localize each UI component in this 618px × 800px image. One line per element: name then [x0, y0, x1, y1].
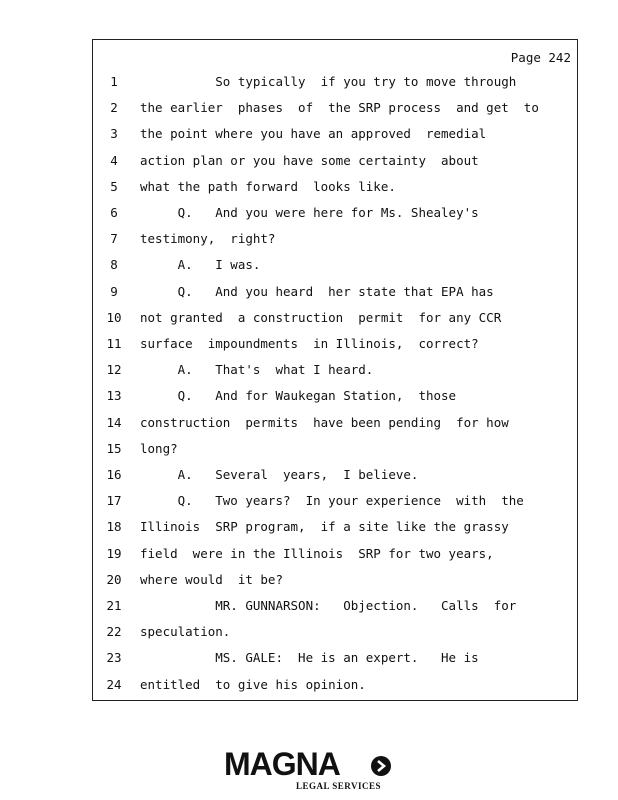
line-text: entitled to give his opinion.: [140, 676, 366, 692]
line-number: 4: [110, 152, 118, 168]
line-text: action plan or you have some certainty about: [140, 152, 479, 168]
line-text: So typically if you try to move through: [140, 74, 517, 89]
transcript-line: [93, 284, 579, 304]
line-text: MS. GALE: He is an expert. He is: [140, 650, 479, 666]
transcript-line: [93, 624, 579, 644]
logo-tagline: LEGAL SERVICES: [296, 781, 381, 791]
line-number: 3: [110, 126, 118, 142]
line-number: 24: [106, 676, 122, 692]
line-text: A. Several years, I believe.: [140, 467, 419, 482]
transcript-line: [93, 336, 579, 356]
transcript-line: [93, 153, 579, 173]
transcript-line: [93, 598, 579, 618]
transcript-page: [92, 39, 578, 701]
line-number: 13: [106, 388, 122, 404]
arrow-right-circle-icon: [370, 755, 392, 777]
transcript-line: [93, 310, 579, 330]
line-text: Q. And you heard her state that EPA has: [140, 283, 494, 299]
line-text: A. That's what I heard.: [140, 362, 374, 378]
line-number: 19: [106, 545, 122, 561]
transcript-line: [93, 388, 579, 408]
line-text: what the path forward looks like.: [140, 178, 396, 194]
line-text: the earlier phases of the SRP process and get to: [140, 100, 539, 116]
line-text: surface impoundments in Illinois, correct?: [140, 336, 479, 351]
line-number: 9: [110, 283, 118, 299]
transcript-line: [93, 572, 579, 592]
line-number: 2: [110, 100, 118, 116]
line-text: A. I was.: [140, 257, 261, 273]
magna-logo: [224, 748, 396, 794]
line-number: 12: [106, 362, 122, 378]
transcript-line: [93, 677, 579, 697]
line-number: 18: [106, 519, 122, 535]
transcript-line: [93, 493, 579, 513]
line-text: speculation.: [140, 624, 231, 640]
line-number: 6: [110, 205, 118, 220]
line-number: 8: [110, 257, 118, 273]
transcript-line: [93, 100, 579, 120]
transcript-line: [93, 362, 579, 382]
transcript-line: [93, 126, 579, 146]
transcript-line: [93, 231, 579, 251]
line-text: not granted a construction permit for any CCR: [140, 309, 502, 325]
line-text: field were in the Illinois SRP for two years,: [140, 545, 494, 561]
line-text: long?: [140, 440, 178, 456]
line-number: 7: [110, 231, 118, 247]
line-number: 17: [106, 493, 122, 509]
line-text: the point where you have an approved remedial: [140, 126, 487, 142]
line-number: 23: [106, 650, 122, 666]
line-number: 15: [106, 440, 122, 456]
line-text: Q. And for Waukegan Station, those: [140, 388, 457, 404]
line-text: MR. GUNNARSON: Objection. Calls for: [140, 598, 517, 613]
transcript-line: [93, 257, 579, 277]
line-text: Q. Two years? In your experience with the: [140, 493, 524, 509]
line-number: 21: [106, 598, 122, 613]
line-text: Illinois SRP program, if a site like the grassy: [140, 519, 509, 535]
logo-brand: MAGNA: [224, 746, 340, 782]
transcript-line: [93, 179, 579, 199]
line-number: 20: [106, 571, 122, 587]
line-text: where would it be?: [140, 571, 283, 587]
transcript-line: [93, 415, 579, 435]
transcript-line: [93, 546, 579, 566]
page-number: Page 242: [510, 50, 571, 65]
line-number: 11: [106, 336, 122, 351]
transcript-line: [93, 441, 579, 461]
line-number: 14: [106, 414, 122, 430]
transcript-line: [93, 205, 579, 225]
line-text: Q. And you were here for Ms. Shealey's: [140, 205, 479, 220]
transcript-line: [93, 519, 579, 539]
line-number: 5: [110, 178, 118, 194]
line-number: 1: [110, 74, 118, 89]
transcript-line: [93, 74, 579, 94]
transcript-line: [93, 650, 579, 670]
line-text: construction permits have been pending for how: [140, 414, 509, 430]
transcript-line: [93, 467, 579, 487]
line-number: 22: [106, 624, 122, 640]
line-number: 16: [106, 467, 122, 482]
line-number: 10: [106, 309, 122, 325]
line-text: testimony, right?: [140, 231, 276, 247]
